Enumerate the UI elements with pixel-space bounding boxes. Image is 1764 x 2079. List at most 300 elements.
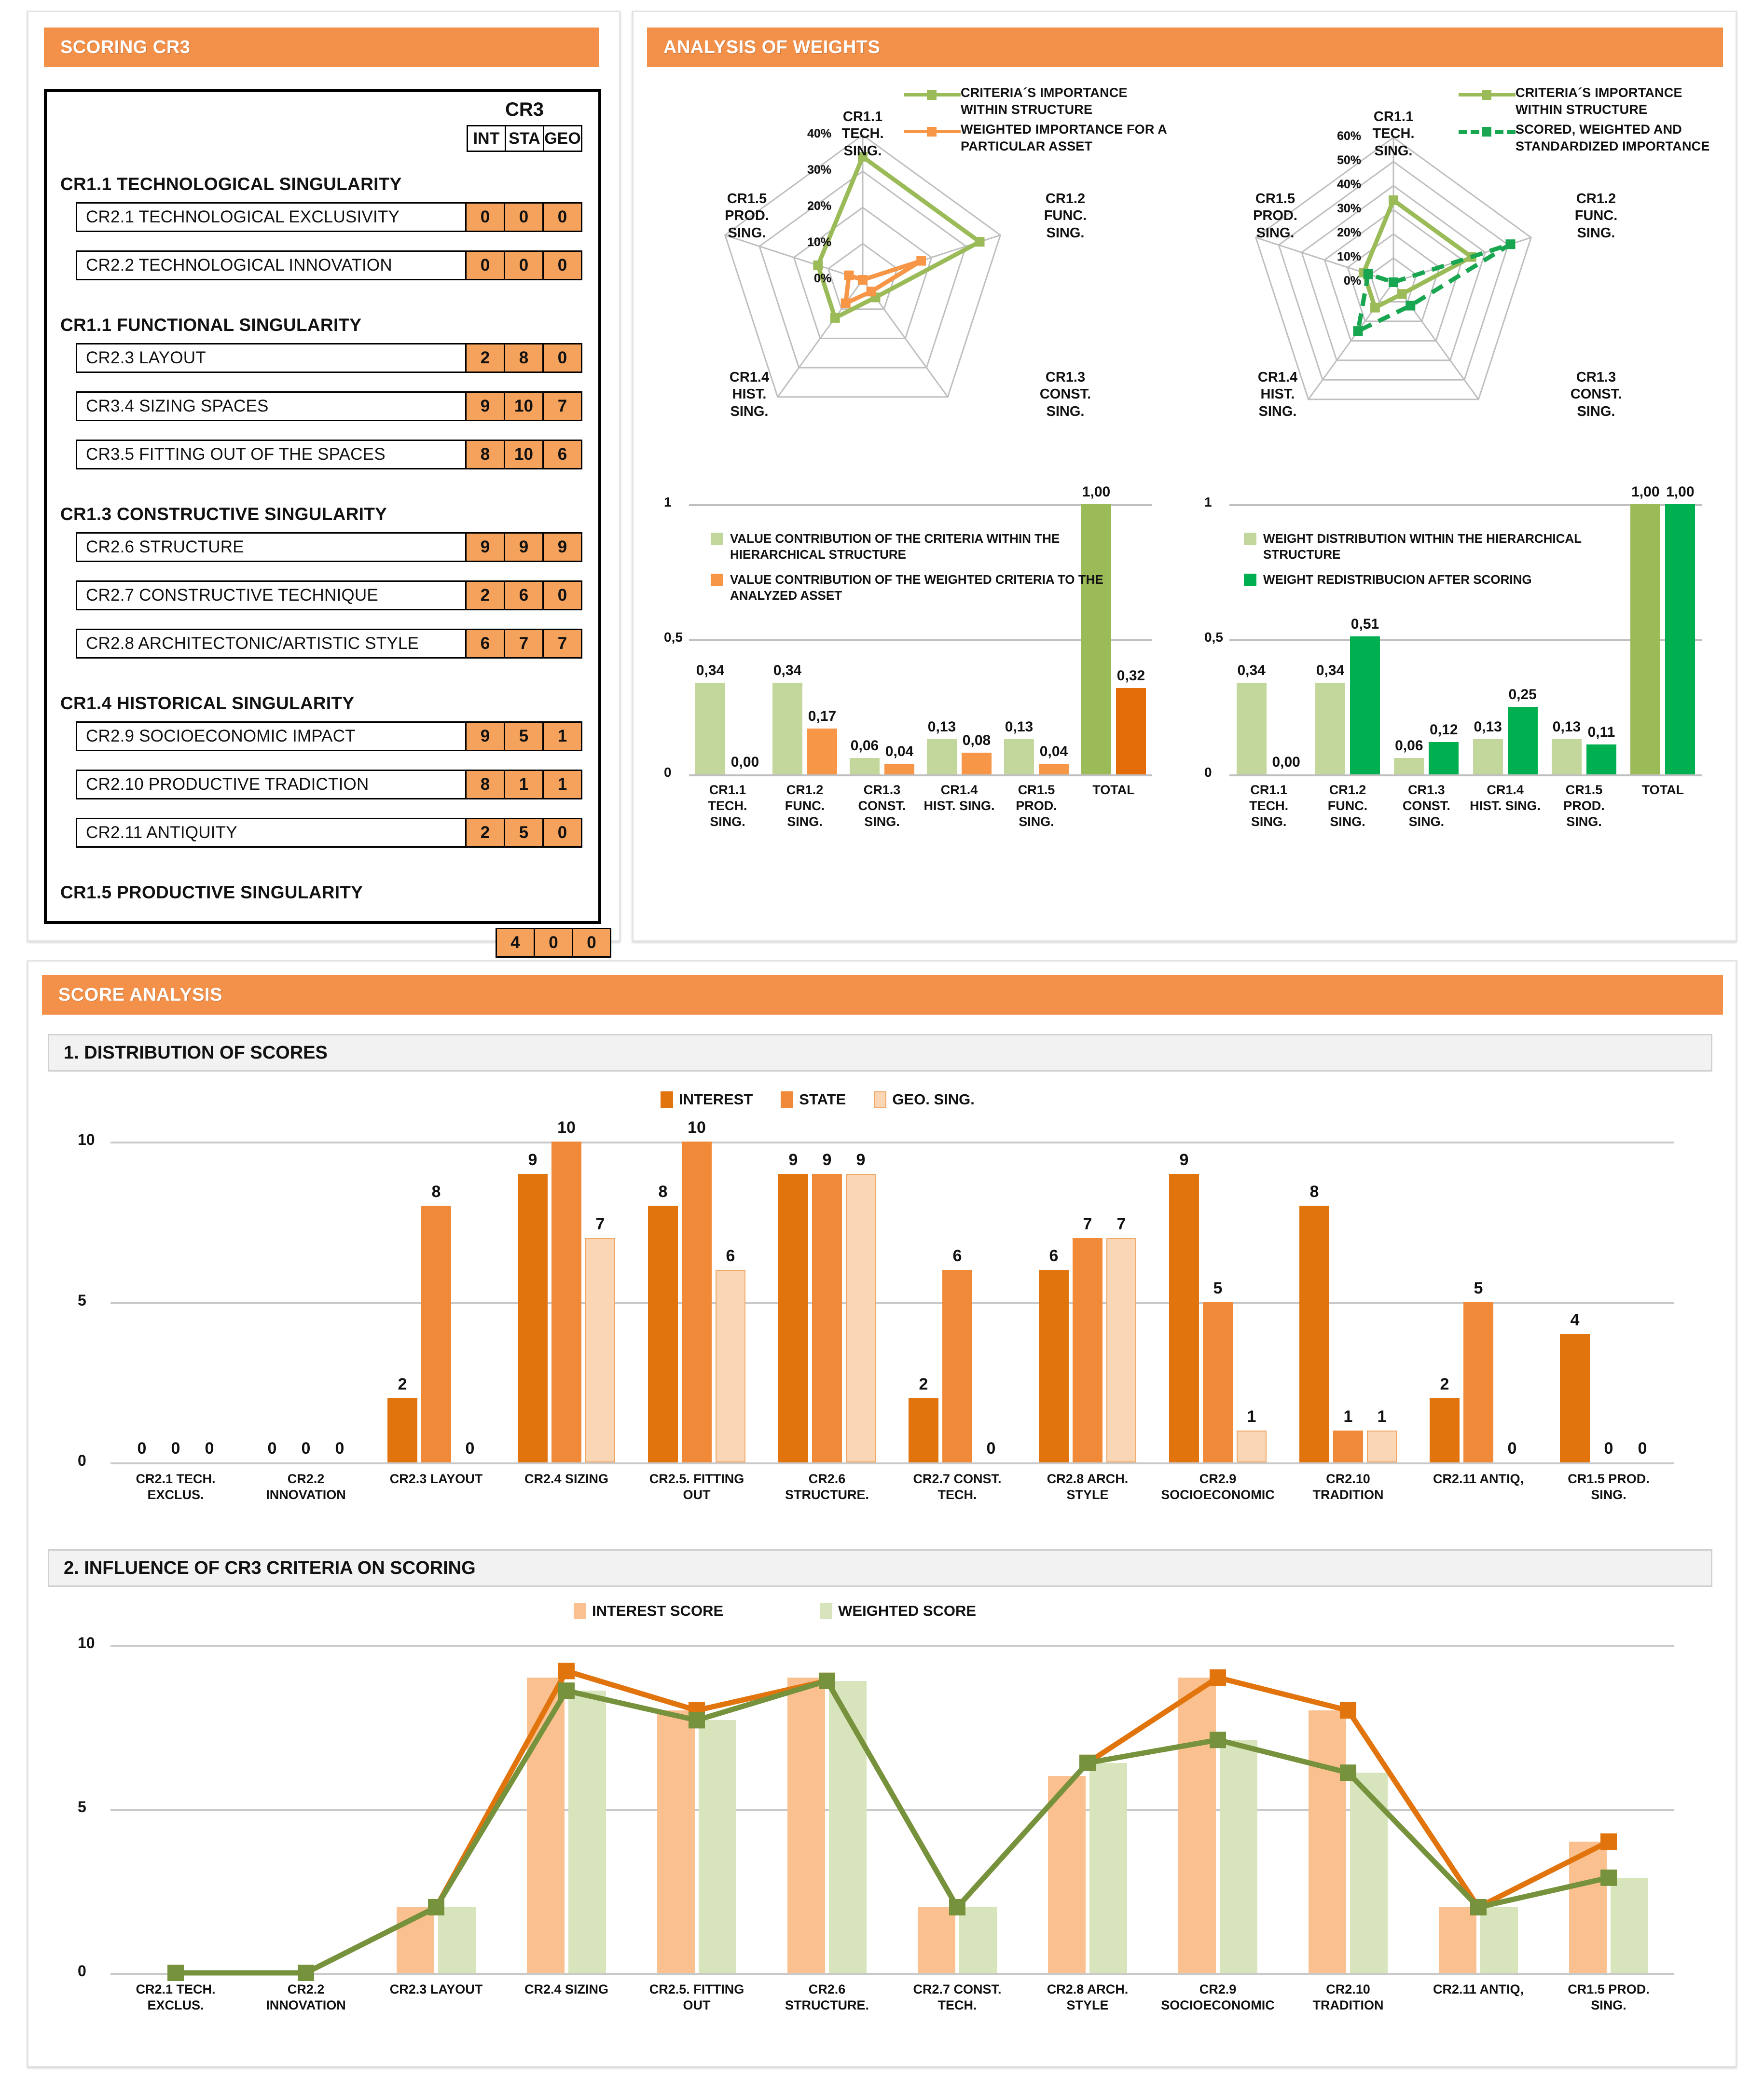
bar — [518, 1174, 548, 1463]
scoring-table-row[interactable] — [76, 532, 582, 562]
score-cell-int[interactable]: 2 — [467, 582, 505, 609]
section-header-distribution-of-scores: 1. DISTRIBUTION OF SCORES — [48, 1034, 1712, 1072]
x-axis-category-label: CR2.10 TRADITION — [1312, 1472, 1384, 1502]
radar-marker — [867, 287, 876, 296]
score-cell-geo[interactable]: 1 — [544, 723, 581, 750]
y-axis-tick-label: 0 — [78, 1962, 86, 1980]
score-cell-sta[interactable]: 8 — [505, 344, 544, 372]
bar-value-label: 2 — [919, 1375, 928, 1393]
scoring-table-row[interactable] — [76, 629, 582, 659]
bar-value-label: 0,04 — [1039, 743, 1068, 759]
radar-axis-label: CR1.3 CONST. SING. — [1039, 370, 1091, 419]
legend-label: WEIGHT DISTRIBUTION WITHIN THE HIERARCHICAL STRUCTURE — [1263, 531, 1582, 562]
scoring-panel-title: SCORING CR3 — [44, 28, 599, 67]
bar-value-label: 0,11 — [1587, 724, 1615, 741]
radar-marker — [916, 256, 926, 266]
bar-value-label: 7 — [1083, 1214, 1092, 1233]
bar — [1463, 1302, 1493, 1463]
x-axis-category-label: CR2.10 TRADITION — [1312, 1982, 1384, 2013]
line-marker — [1079, 1755, 1096, 1771]
legend-item — [574, 1602, 723, 1620]
bar-value-label: 0 — [986, 1439, 996, 1458]
score-cell-sta[interactable]: 7 — [505, 630, 544, 657]
bar — [884, 764, 914, 774]
bar — [778, 1174, 808, 1463]
line-marker — [1600, 1870, 1617, 1886]
bar-value-label: 9 — [856, 1150, 866, 1169]
radar-axis-label: CR1.3 CONST. SING. — [1570, 370, 1622, 419]
score-cell-int[interactable]: 0 — [467, 252, 505, 279]
score-analysis-title: SCORE ANALYSIS — [42, 975, 1723, 1015]
legend-label: CRITERIA´S IMPORTANCE WITHIN STRUCTURE — [1516, 85, 1682, 117]
legend-key-icon — [904, 123, 961, 139]
cr3-column-group-label: CR3 — [505, 99, 544, 120]
bar — [1333, 1431, 1363, 1463]
x-axis-category-label: CR2.4 SIZING — [524, 1982, 609, 1996]
radar-tick-label: 30% — [1337, 202, 1361, 215]
radar-tick-label: 50% — [1337, 153, 1361, 167]
legend-swatch-icon — [711, 574, 723, 586]
score-cell-geo[interactable]: 9 — [544, 534, 581, 561]
score-cell-sta[interactable]: 0 — [535, 929, 573, 956]
score-analysis-panel — [27, 960, 1737, 2067]
bar-value-label: 0,34 — [773, 662, 802, 678]
scoring-table-row[interactable] — [76, 580, 582, 610]
x-axis-category-label: CR1.4 HIST. SING. — [1470, 783, 1541, 813]
bar — [1430, 1398, 1460, 1462]
bar — [850, 758, 880, 774]
x-axis-category-label: TOTAL — [1641, 783, 1684, 797]
x-axis-category-label: CR2.3 LAYOUT — [389, 1982, 483, 1996]
criterion-scores — [467, 629, 582, 659]
gridline — [689, 774, 1152, 776]
legend-item — [874, 1091, 975, 1108]
radar-tick-label: 0% — [1343, 274, 1361, 288]
bar-value-label: 9 — [1179, 1150, 1189, 1169]
score-cell-geo[interactable]: 1 — [544, 771, 581, 798]
radar-axis-label: CR1.1 TECH. SING. — [841, 109, 884, 159]
bar — [1169, 1174, 1199, 1463]
bar — [1508, 707, 1538, 774]
radar-marker — [858, 275, 868, 285]
radar-marker — [1406, 301, 1415, 311]
bar-value-label: 1,00 — [1666, 484, 1695, 500]
legend-item — [904, 121, 1174, 155]
bar — [942, 1270, 972, 1462]
bar-value-label: 0 — [205, 1439, 214, 1458]
bar-value-label: 0,34 — [696, 662, 725, 678]
bar-value-label: 9 — [788, 1150, 798, 1169]
bar-value-label: 0,04 — [885, 743, 914, 759]
x-axis-category-label: CR1.3 CONST. SING. — [1402, 783, 1450, 829]
radar-tick-label: 10% — [807, 235, 831, 249]
bar-value-label: 0 — [465, 1439, 475, 1458]
bar-value-label: 0 — [1604, 1439, 1613, 1458]
score-cell-geo[interactable]: 0 — [573, 929, 610, 956]
score-cell-sta[interactable]: 9 — [505, 534, 544, 561]
line-marker — [819, 1673, 835, 1689]
x-axis-category-label: CR2.11 ANTIQ, — [1433, 1472, 1524, 1486]
bar — [1586, 744, 1616, 774]
line-marker — [949, 1899, 965, 1915]
y-axis-tick-label: 10 — [78, 1634, 95, 1652]
criterion-scores — [467, 391, 582, 421]
legend-item — [711, 531, 1111, 563]
legend-label: VALUE CONTRIBUTION OF THE CRITERIA WITHIN THE HIERARCHICAL STRUCTURE — [730, 531, 1060, 562]
bar — [1665, 504, 1695, 774]
score-cell-geo[interactable]: 0 — [544, 582, 581, 609]
radar-axis-label: CR1.5 PROD. SING. — [1253, 191, 1297, 241]
scoring-group-heading: CR1.3 CONSTRUCTIVE SINGULARITY — [60, 504, 387, 524]
radar-tick-label: 40% — [1337, 178, 1361, 191]
criterion-scores — [467, 721, 582, 751]
radar-tick-label: 40% — [807, 127, 831, 140]
x-axis-category-label: CR2.7 CONST. TECH. — [913, 1982, 1002, 2013]
bar-value-label: 5 — [1474, 1279, 1483, 1297]
x-axis-category-label: CR1.1 TECH. SING. — [708, 783, 747, 829]
scoring-table-row[interactable] — [76, 343, 582, 373]
bar-value-label: 0 — [137, 1439, 147, 1458]
x-axis-category-label: CR2.9 SOCIOECONOMIC — [1161, 1982, 1275, 2013]
criterion-scores — [467, 250, 582, 280]
radar-legend — [904, 84, 1174, 158]
score-cell-int[interactable]: 9 — [467, 723, 505, 750]
criterion-label: CR2.7 CONSTRUCTIVE TECHNIQUE — [76, 580, 467, 610]
criterion-label: CR2.6 STRUCTURE — [76, 532, 467, 562]
bar-value-label: 0,25 — [1508, 687, 1537, 702]
scoring-table-row[interactable] — [76, 440, 582, 469]
legend-item — [661, 1091, 753, 1108]
radar-tick-label: 60% — [1337, 129, 1361, 143]
legend-label: GEO. SING. — [892, 1091, 975, 1108]
score-cell-sta[interactable]: 0 — [505, 204, 544, 231]
criterion-label: CR3.5 FITTING OUT OF THE SPACES — [76, 440, 467, 469]
score-cell-sta[interactable]: 6 — [505, 582, 544, 609]
bar-value-label: 0,06 — [1395, 738, 1423, 754]
y-axis-tick-label: 0 — [78, 1452, 86, 1469]
bar-value-label: 1 — [1247, 1407, 1256, 1426]
bar-value-label: 7 — [595, 1214, 605, 1233]
bar-value-label: 1 — [1377, 1407, 1387, 1426]
score-cell-geo[interactable]: 7 — [544, 393, 581, 420]
x-axis-category-label: CR2.6 STRUCTURE. — [785, 1982, 869, 2013]
criterion-scores — [467, 440, 582, 469]
x-axis-category-label: CR1.5 PROD. SING. — [1568, 1472, 1650, 1502]
legend-item — [1244, 572, 1659, 588]
legend-item — [781, 1091, 846, 1108]
legend-swatch-icon — [574, 1603, 586, 1619]
gridline — [110, 1302, 1674, 1304]
legend-label: SCORED, WEIGHTED AND STANDARDIZED IMPORTANCE — [1516, 122, 1710, 154]
x-axis-category-label: CR2.1 TECH. EXCLUS. — [136, 1982, 216, 2013]
radar-chart-weighted-importance — [643, 80, 1179, 480]
scoring-group-heading: CR1.1 TECHNOLOGICAL SINGULARITY — [60, 174, 402, 194]
scoring-table-row[interactable] — [76, 202, 582, 232]
score-cell-geo[interactable]: 0 — [544, 252, 581, 279]
legend-item — [711, 572, 1111, 604]
criterion-scores — [467, 202, 582, 232]
legend-label: WEIGHT REDISTRIBUCION AFTER SCORING — [1263, 572, 1532, 587]
legend-swatch-icon — [711, 533, 723, 545]
scoring-group-heading: CR1.5 PRODUCTIVE SINGULARITY — [60, 882, 363, 902]
radar-marker — [975, 237, 985, 247]
line-marker — [1600, 1833, 1617, 1850]
score-cell-sta[interactable]: 0 — [505, 252, 544, 279]
bar — [1394, 758, 1424, 774]
scoring-table-row[interactable] — [76, 770, 582, 799]
bar — [1106, 1238, 1136, 1463]
x-axis-category-label: CR2.9 SOCIOECONOMIC — [1161, 1472, 1275, 1502]
line-marker — [428, 1899, 444, 1915]
criterion-label: CR2.9 SOCIOECONOMIC IMPACT — [76, 721, 467, 751]
radar-marker — [841, 299, 851, 308]
bar — [807, 729, 837, 774]
bar-value-label: 0,12 — [1430, 721, 1458, 738]
line-marker — [1210, 1732, 1226, 1748]
radar-series-1 — [1358, 244, 1511, 331]
chart-legend — [574, 1602, 1073, 1620]
x-axis-category-label: CR2.8 ARCH. STYLE — [1047, 1982, 1129, 2013]
line-overlay — [48, 1592, 1712, 2055]
radar-axis-label: CR1.2 FUNC. SING. — [1574, 191, 1618, 241]
radar-marker — [844, 271, 854, 280]
radar-chart-standardized-importance — [1184, 80, 1729, 480]
radar-axis-label: CR1.4 HIST. SING. — [1257, 370, 1298, 419]
bar-value-label: 8 — [431, 1183, 441, 1201]
y-axis-tick-label: 5 — [78, 1798, 86, 1816]
bar-value-label: 6 — [952, 1247, 962, 1265]
bar — [1039, 1270, 1069, 1462]
bar-value-label: 10 — [557, 1118, 576, 1137]
legend-label: STATE — [799, 1091, 846, 1108]
legend-item — [820, 1602, 976, 1620]
x-axis-category-label: CR2.2 INNOVATION — [266, 1472, 346, 1502]
criterion-scores — [467, 343, 582, 373]
score-cell-int[interactable]: 8 — [467, 441, 505, 468]
criterion-label: CR2.2 TECHNOLOGICAL INNOVATION — [76, 250, 467, 280]
line-marker — [1210, 1669, 1226, 1686]
criterion-scores — [467, 532, 582, 562]
bar — [421, 1206, 451, 1462]
bar — [846, 1174, 876, 1463]
radar-marker — [1389, 277, 1398, 287]
score-cell-int[interactable]: 9 — [467, 534, 505, 561]
x-axis-category-label: CR2.7 CONST. TECH. — [913, 1472, 1002, 1502]
score-cell-geo[interactable]: 6 — [544, 441, 581, 468]
score-cell-int[interactable]: 9 — [467, 393, 505, 420]
radar-marker — [1370, 303, 1380, 313]
chart-legend — [1244, 531, 1659, 596]
scoring-table-row[interactable] — [76, 818, 582, 848]
bar — [1203, 1302, 1233, 1463]
legend-swatch-icon — [661, 1091, 673, 1108]
line-marker — [1340, 1702, 1356, 1719]
chart-legend — [661, 1091, 1003, 1108]
score-cell-sta[interactable]: 10 — [505, 441, 544, 468]
score-cell-int[interactable]: 6 — [467, 630, 505, 657]
criterion-label: CR3.4 SIZING SPACES — [76, 391, 467, 421]
bar — [1039, 764, 1069, 774]
criterion-label: CR2.11 ANTIQUITY — [76, 818, 467, 848]
y-axis-tick-label: 0 — [664, 765, 672, 780]
score-cell-geo[interactable]: 0 — [544, 204, 581, 231]
bar — [716, 1270, 745, 1462]
criterion-label: CR2.3 LAYOUT — [76, 343, 467, 373]
x-axis-category-label: CR1.5 PROD. SING. — [1563, 783, 1605, 829]
legend-key-icon — [1459, 123, 1516, 139]
x-axis-category-label: CR2.4 SIZING — [524, 1472, 609, 1486]
score-cell-geo[interactable]: 7 — [544, 630, 581, 657]
score-cell-sta[interactable]: 1 — [505, 771, 544, 798]
y-axis-tick-label: 10 — [78, 1131, 95, 1148]
line-marker — [558, 1682, 575, 1699]
bar-value-label: 0,00 — [730, 754, 759, 770]
score-cell-int[interactable]: 0 — [467, 204, 505, 231]
radar-axis-label: CR1.1 TECH. SING. — [1372, 109, 1415, 159]
criterion-label: CR2.8 ARCHITECTONIC/ARTISTIC STYLE — [76, 629, 467, 659]
criterion-scores — [467, 818, 582, 848]
radar-series-1 — [846, 261, 922, 303]
scoring-table-row[interactable] — [76, 250, 582, 280]
scoring-table-row[interactable] — [76, 721, 582, 751]
legend-swatch-icon — [781, 1091, 793, 1108]
scoring-panel — [27, 11, 620, 952]
y-axis-tick-label: 1 — [1204, 495, 1212, 509]
bar — [1237, 1431, 1267, 1463]
radar-tick-label: 10% — [1337, 250, 1361, 263]
score-cell-geo[interactable]: 0 — [544, 819, 581, 846]
gridline — [110, 1462, 1674, 1464]
bar — [682, 1142, 712, 1462]
legend-label: VALUE CONTRIBUTION OF THE WEIGHTED CRITERIA TO THE ANALYZED ASSET — [730, 572, 1103, 603]
score-cell-int[interactable]: 8 — [467, 771, 505, 798]
line-marker — [558, 1663, 575, 1679]
chart-legend — [711, 531, 1111, 612]
bar-value-label: 0,00 — [1272, 754, 1300, 770]
y-axis-tick-label: 1 — [664, 495, 672, 509]
bar — [551, 1142, 581, 1462]
weight-distribution-chart — [1184, 485, 1729, 919]
score-cell-int[interactable]: 4 — [497, 929, 535, 956]
x-axis-category-label: TOTAL — [1092, 783, 1135, 797]
bar-value-label: 8 — [1309, 1183, 1319, 1201]
legend-label: WEIGHTED IMPORTANCE FOR A PARTICULAR ASSET — [961, 122, 1167, 154]
x-axis-category-label: CR1.3 CONST. SING. — [858, 783, 906, 829]
criterion-label: CR2.10 PRODUCTIVE TRADICTION — [76, 770, 467, 799]
x-axis-category-label: CR2.5. FITTING OUT — [649, 1472, 744, 1502]
score-cell-sta[interactable]: 5 — [505, 723, 544, 750]
bar-value-label: 0,13 — [1474, 719, 1502, 735]
bar — [909, 1398, 938, 1462]
score-column-headers — [467, 125, 582, 152]
distribution-of-scores-chart — [48, 1076, 1712, 1544]
x-axis-category-label: CR1.2 FUNC. SING. — [785, 783, 825, 829]
radar-series-0 — [818, 157, 979, 318]
legend-swatch-icon — [820, 1603, 832, 1619]
radar-axis-label: CR1.4 HIST. SING. — [729, 370, 770, 419]
bar — [1367, 1431, 1397, 1463]
bar-value-label: 0,17 — [808, 708, 837, 724]
x-axis-category-label: CR2.6 STRUCTURE. — [785, 1472, 869, 1502]
bar-value-label: 6 — [726, 1247, 735, 1265]
bar-value-label: 2 — [1440, 1375, 1449, 1393]
legend-label: WEIGHTED SCORE — [838, 1602, 977, 1619]
bar-value-label: 10 — [688, 1118, 706, 1137]
bar-value-label: 0 — [301, 1439, 311, 1458]
bar — [1429, 742, 1459, 774]
criterion-scores — [467, 580, 582, 610]
weights-panel-title: ANALYSIS OF WEIGHTS — [647, 28, 1723, 67]
bar-value-label: 1,00 — [1082, 484, 1111, 500]
value-contribution-chart — [643, 485, 1179, 919]
x-axis-category-label: CR1.2 FUNC. SING. — [1327, 783, 1368, 829]
gridline — [1229, 774, 1702, 776]
legend-item — [1244, 531, 1659, 563]
scoring-group-heading: CR1.1 FUNCTIONAL SINGULARITY — [60, 315, 362, 335]
scoring-table-row[interactable] — [76, 391, 582, 421]
score-cell-sta[interactable]: 10 — [505, 393, 544, 420]
x-axis-category-label: CR2.2 INNOVATION — [266, 1982, 346, 2013]
y-axis-tick-label: 0,5 — [664, 630, 683, 645]
bar — [585, 1238, 615, 1463]
score-cell-sta[interactable]: 5 — [505, 819, 544, 846]
bar-value-label: 4 — [1570, 1311, 1580, 1329]
x-axis-category-label: CR1.5 PROD. SING. — [1568, 1982, 1650, 2013]
bar — [387, 1398, 417, 1462]
line-marker — [167, 1965, 184, 1981]
scoring-table — [44, 89, 601, 952]
legend-swatch-icon — [874, 1091, 886, 1108]
x-axis-category-label: CR2.1 TECH. EXCLUS. — [136, 1472, 216, 1502]
legend-label: INTEREST SCORE — [592, 1602, 724, 1619]
bar — [1073, 1238, 1102, 1463]
radar-marker — [813, 261, 823, 270]
line-series-1 — [176, 1681, 1609, 1973]
bar-value-label: 7 — [1116, 1214, 1126, 1233]
line-marker — [1470, 1899, 1487, 1915]
bar-value-label: 9 — [528, 1150, 537, 1169]
column-header-geo: GEO — [544, 129, 581, 148]
radar-marker — [1364, 269, 1373, 279]
bar-value-label: 0,51 — [1351, 616, 1379, 633]
radar-tick-label: 0% — [813, 272, 831, 285]
bar — [772, 683, 802, 774]
bar-value-label: 0 — [171, 1439, 180, 1458]
y-axis-tick-label: 0 — [1204, 765, 1212, 780]
criterion-label: CR2.1 TECHNOLOGICAL EXCLUSIVITY — [76, 202, 467, 232]
section-header-influence-of-cr3: 2. INFLUENCE OF CR3 CRITERIA ON SCORING — [48, 1549, 1712, 1587]
column-header-int: INT — [468, 126, 506, 151]
bar — [648, 1206, 678, 1462]
line-marker — [1340, 1764, 1356, 1781]
score-cell-geo[interactable]: 0 — [544, 344, 581, 372]
radar-legend — [1459, 84, 1729, 158]
bar — [1315, 683, 1345, 774]
bar-value-label: 0,34 — [1316, 662, 1345, 678]
bar-value-label: 1,00 — [1631, 484, 1660, 500]
bar-value-label: 1 — [1343, 1407, 1353, 1426]
line-marker — [689, 1712, 705, 1728]
radar-marker — [1389, 195, 1398, 205]
score-cell-int[interactable]: 2 — [467, 819, 505, 846]
bar-value-label: 0,13 — [1552, 719, 1581, 735]
legend-item — [904, 84, 1174, 118]
score-cell-int[interactable]: 2 — [467, 344, 505, 372]
x-axis-category-label: CR2.5. FITTING OUT — [649, 1982, 744, 2013]
radar-marker — [830, 313, 840, 323]
bar-value-label: 0 — [1638, 1439, 1647, 1458]
legend-key-icon — [1459, 86, 1516, 103]
